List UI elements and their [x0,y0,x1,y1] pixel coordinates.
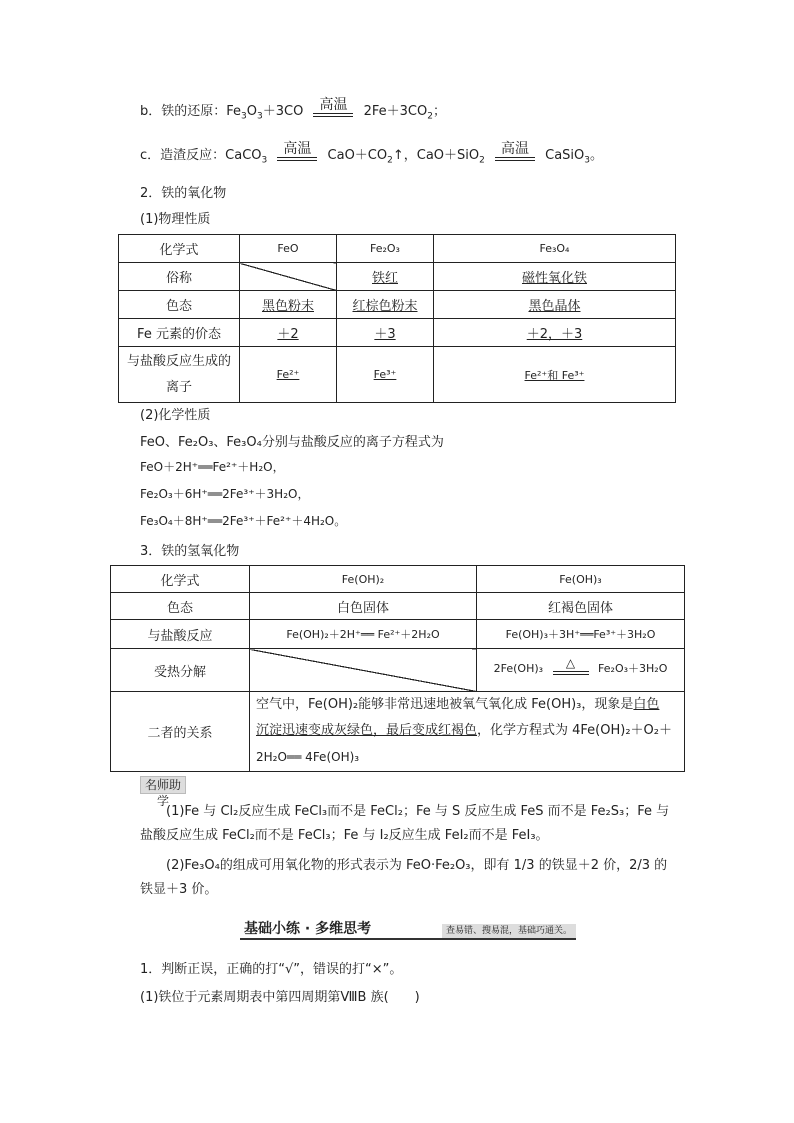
cell: 铁红 [337,263,434,291]
chem-line: Fe₂O₃＋6H⁺══2Fe³⁺＋3H₂O， [140,487,310,501]
cell: 俗称 [119,263,240,291]
cell: 色态 [111,593,250,620]
cell: 与盐酸反应 [111,620,250,649]
slag-equation: c．造渣反应：CaCO$_3$ 高温 $CaO+CO_2↑$，CaO＋SiO$_2$ 高温 CaSiO$_3$。 [140,141,604,166]
tip-note-1: (1)Fe 与 Cl₂反应生成 FeCl₃而不是 FeCl₂；Fe 与 S 反应生成 FeS 而不是 Fe₂S₃；Fe 与盐酸反应生成 FeCl₂而不是 FeCl₃；Fe 与 I₂反应生成 FeI₂而不是 FeI₃。 [140,804,670,843]
relation-cell: 空气中，Fe(OH)₂能够非常迅速地被氧气氧化成 Fe(OH)₃，现象是白色 沉淀迅速变成灰绿色，最后变成红褐色，化学方程式为 4Fe(OH)₂＋O₂＋ 2H₂O══ 4Fe(OH)₃ [250,692,685,772]
reduction-equation: b．铁的还原：$Fe_3O_3+3CO$ 高温 $2Fe+3CO_2$； [140,97,446,122]
empty-diagonal-cell [240,263,337,291]
cell: Fe 元素的价态 [119,319,240,347]
cell: 红棕色粉末 [337,291,434,319]
question-1-item-1: (1)铁位于元素周期表中第四周期第ⅧB 族( ) [140,990,420,1005]
condition-high-temp: 高温 [495,141,535,161]
cell: Fe²⁺ [240,347,337,403]
section-header [240,918,576,940]
cell: 黑色晶体 [434,291,676,319]
cell: ＋3 [337,319,434,347]
cell: 受热分解 [111,649,250,692]
cell: Fe(OH)₃ [477,566,685,593]
heading-iron-oxides: 2．铁的氧化物 [140,186,227,201]
cell: 白色固体 [250,593,477,620]
tip-tag: 名师助学 [140,776,186,794]
cell: Fe₂O₃ [337,235,434,263]
cell: 化学式 [111,566,250,593]
cell: 二者的关系 [111,692,250,772]
question-1: 1．判断正误，正确的打“√”，错误的打“×”。 [140,962,403,977]
cell: 磁性氧化铁 [434,263,676,291]
empty-diagonal-cell [250,649,477,692]
cell: 化学式 [119,235,240,263]
heading-physical-props: (1)物理性质 [140,212,211,227]
condition-high-temp: 高温 [313,97,353,117]
cell: 黑色粉末 [240,291,337,319]
chem-line: Fe₃O₄＋8H⁺══2Fe³⁺＋Fe²⁺＋4H₂O。 [140,514,347,528]
cell: FeO [240,235,337,263]
cell: 色态 [119,291,240,319]
cell: Fe(OH)₂＋2H⁺══ Fe²⁺＋2H₂O [250,620,477,649]
iron-hydroxide-table [110,565,685,772]
cell: ＋2，＋3 [434,319,676,347]
chem-line: FeO、Fe₂O₃、Fe₃O₄分别与盐酸反应的离子方程式为 [140,435,444,450]
condition-high-temp: 高温 [277,141,317,161]
cell: Fe²⁺和 Fe³⁺ [434,347,676,403]
heading-iron-hydroxides: 3．铁的氢氧化物 [140,544,240,559]
cell: ＋2 [240,319,337,347]
cell: 红褐色固体 [477,593,685,620]
cell: Fe(OH)₃＋3H⁺══Fe³⁺＋3H₂O [477,620,685,649]
iron-oxide-table [118,234,676,403]
cell: 2Fe(OH)₃ △ Fe₂O₃＋3H₂O [477,649,685,692]
section-title: 基础小练 · 多维思考 [244,921,372,937]
heading-chemical-props: (2)化学性质 [140,408,211,423]
heat-condition: △ [553,655,589,675]
cell: Fe(OH)₂ [250,566,477,593]
cell: Fe³⁺ [337,347,434,403]
section-note: 查易错、搜易混，基础巧通关。 [442,924,576,938]
cell: 与盐酸反应生成的离子 [119,347,240,403]
tip-note-2: (2)Fe₃O₄的组成可用氧化物的形式表示为 FeO·Fe₂O₃，即有 1/3 的铁显＋2 价，2/3 的铁显＋3 价。 [140,858,668,897]
cell: Fe₃O₄ [434,235,676,263]
chem-line: FeO＋2H⁺══Fe²⁺＋H₂O， [140,460,285,474]
